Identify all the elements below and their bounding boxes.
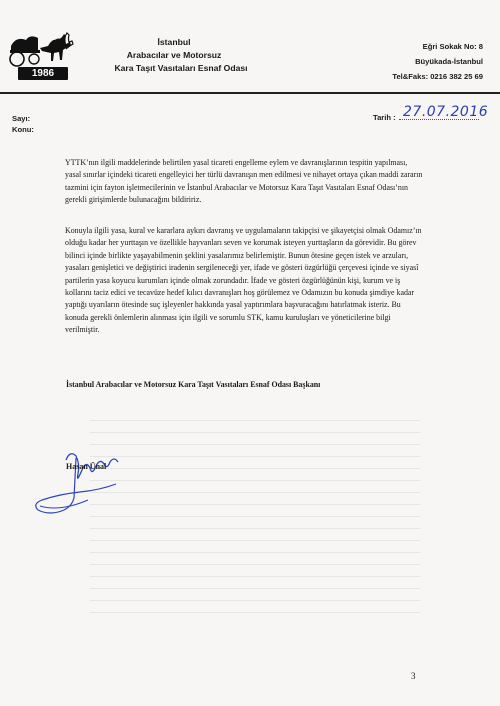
- org-line-3: Kara Taşıt Vasıtaları Esnaf Odası: [114, 63, 248, 73]
- sayi-label: Sayı:: [12, 114, 31, 123]
- address-block: [353, 39, 483, 84]
- signature-scribble-icon: [30, 440, 140, 520]
- body-paragraph-1: YTTK’nın ilgili maddelerinde belirtilen yasal ticareti engelleme eylem ve davranışlarının tespitin yapılması, yasal sınırlar içindeki ticareti engelleyici her türlü davranışın men edilmesi ve nihayet ortaya çıkan maddi zararın tazmini için fayton işletmecilerinin ve İstanbul Arabacılar ve Motorsuz Kara Taşıt Vasıtaları Esnaf Odası’nın gerekli girişimlerde bulunacağını bildiririz.: [65, 158, 423, 205]
- konu-label: Konu:: [12, 125, 34, 134]
- body-paragraph-2: Konuyla ilgili yasa, kural ve kararlara aykırı davranış ve uygulamaların takipçisi ve şikayetçisi olmak Odamız’ın olduğu kadar her yurttaşın ve özellikle hayvanları seven ve korumak isteyen yurttaşların da görevidir. Bu görev bilinci içinde birlikte yaşayabilmenin şeklini yasalarımız belirlemiştir. Bunun ötesine geçen istek ve arzuları, yasaları genişletici ve değiştirici iradenin sergileneceği yer, ifade ve gösteri özgürlüğü çerçevesi içinde ve siyasî partilerin yasa koyucu kurumları içinde olmak zorundadır. İfade ve gösteri özgürlüğünün kişi, kurum ve iş kollarını taciz edici ve tecavüze hedef kılıcı davranışları hoş görülemez ve Odamızın bu konuda şimdiye kadar yaptığı uyarıların ötesinde suç işleyenler hakkında yasal yaptırımlara başvuracağını hatırlatmak isteriz. Bu konuda gerekli önlemlerin alınması için ilgili ve sorumlu STK, kamu kuruluşları ve yöneticilerine bilgi verilmiştir.: [65, 226, 422, 335]
- header-divider: [0, 92, 500, 94]
- signer-name: Hasan Ünal: [66, 462, 107, 471]
- date-label: Tarih :: [373, 113, 396, 122]
- handwritten-date: 27.07.2016: [403, 104, 489, 120]
- meta-fields: [12, 113, 34, 135]
- org-line-2: Arabacılar ve Motorsuz: [126, 50, 222, 60]
- phone-fax: Tel&Faks: 0216 382 25 69: [392, 72, 483, 81]
- org-line-1: İstanbul: [157, 37, 191, 47]
- address-city: Büyükada-İstanbul: [415, 57, 483, 66]
- address-street: Eğri Sokak No: 8: [422, 42, 483, 51]
- logo-year: 1986: [18, 67, 68, 80]
- organization-name: [84, 36, 264, 75]
- page-number: 3: [411, 671, 416, 681]
- closing-title: İstanbul Arabacılar ve Motorsuz Kara Taşıt Vasıtaları Esnaf Odası Başkanı: [66, 380, 321, 389]
